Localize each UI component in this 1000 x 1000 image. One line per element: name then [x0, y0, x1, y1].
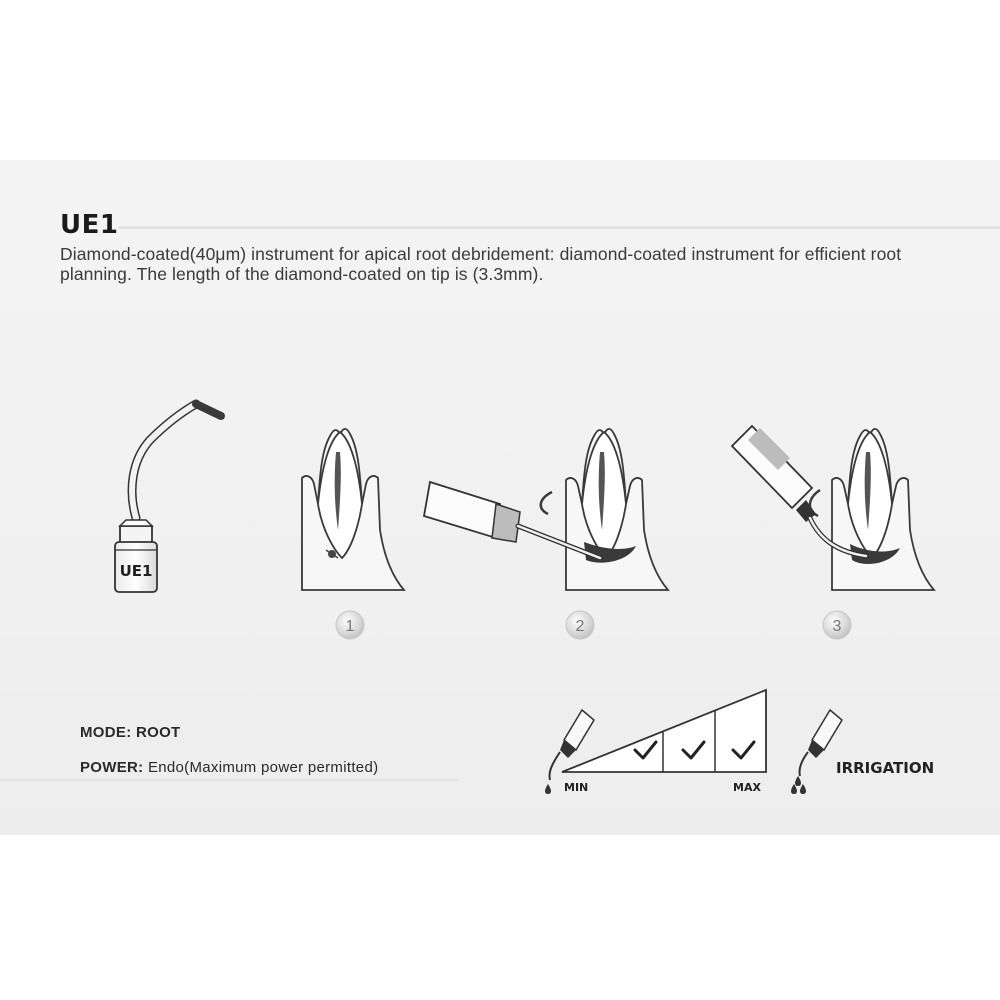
step-1-illustration	[302, 429, 404, 590]
power-value: Endo(Maximum power permitted)	[147, 759, 379, 776]
step-number: 1	[345, 618, 355, 635]
power-line	[80, 759, 378, 776]
mode-label: MODE:	[80, 724, 132, 741]
step-badge-3	[823, 611, 851, 639]
water-drop-icon	[545, 784, 551, 794]
step-badge-1	[336, 611, 364, 639]
step-badge-2	[566, 611, 594, 639]
mode-line	[80, 724, 181, 741]
mode-value: ROOT	[135, 724, 181, 741]
product-title: UE1	[60, 210, 119, 240]
power-scale-diagram	[520, 680, 980, 810]
procedure-illustrations	[0, 380, 1000, 660]
step-number: 2	[575, 618, 585, 635]
step-2-illustration	[424, 429, 668, 590]
water-drops-icon	[791, 776, 806, 794]
ue1-tip-drawing	[115, 404, 221, 592]
step-3-illustration	[732, 426, 934, 590]
step-number: 3	[832, 618, 842, 635]
min-label: MIN	[564, 781, 589, 794]
power-wedge	[562, 690, 766, 772]
product-description: Diamond-coated(40μm) instrument for apical root debridement: diamond-coated instrument for efficient root planning. The length of the diamond-coated on tip is (3.3mm).	[60, 244, 902, 284]
tip-label: UE1	[119, 562, 153, 580]
max-label: MAX	[733, 781, 761, 794]
bottom-divider	[0, 779, 458, 781]
title-divider	[118, 226, 1000, 229]
power-label: POWER:	[80, 759, 144, 776]
irrigation-label: IRRIGATION	[836, 759, 935, 777]
